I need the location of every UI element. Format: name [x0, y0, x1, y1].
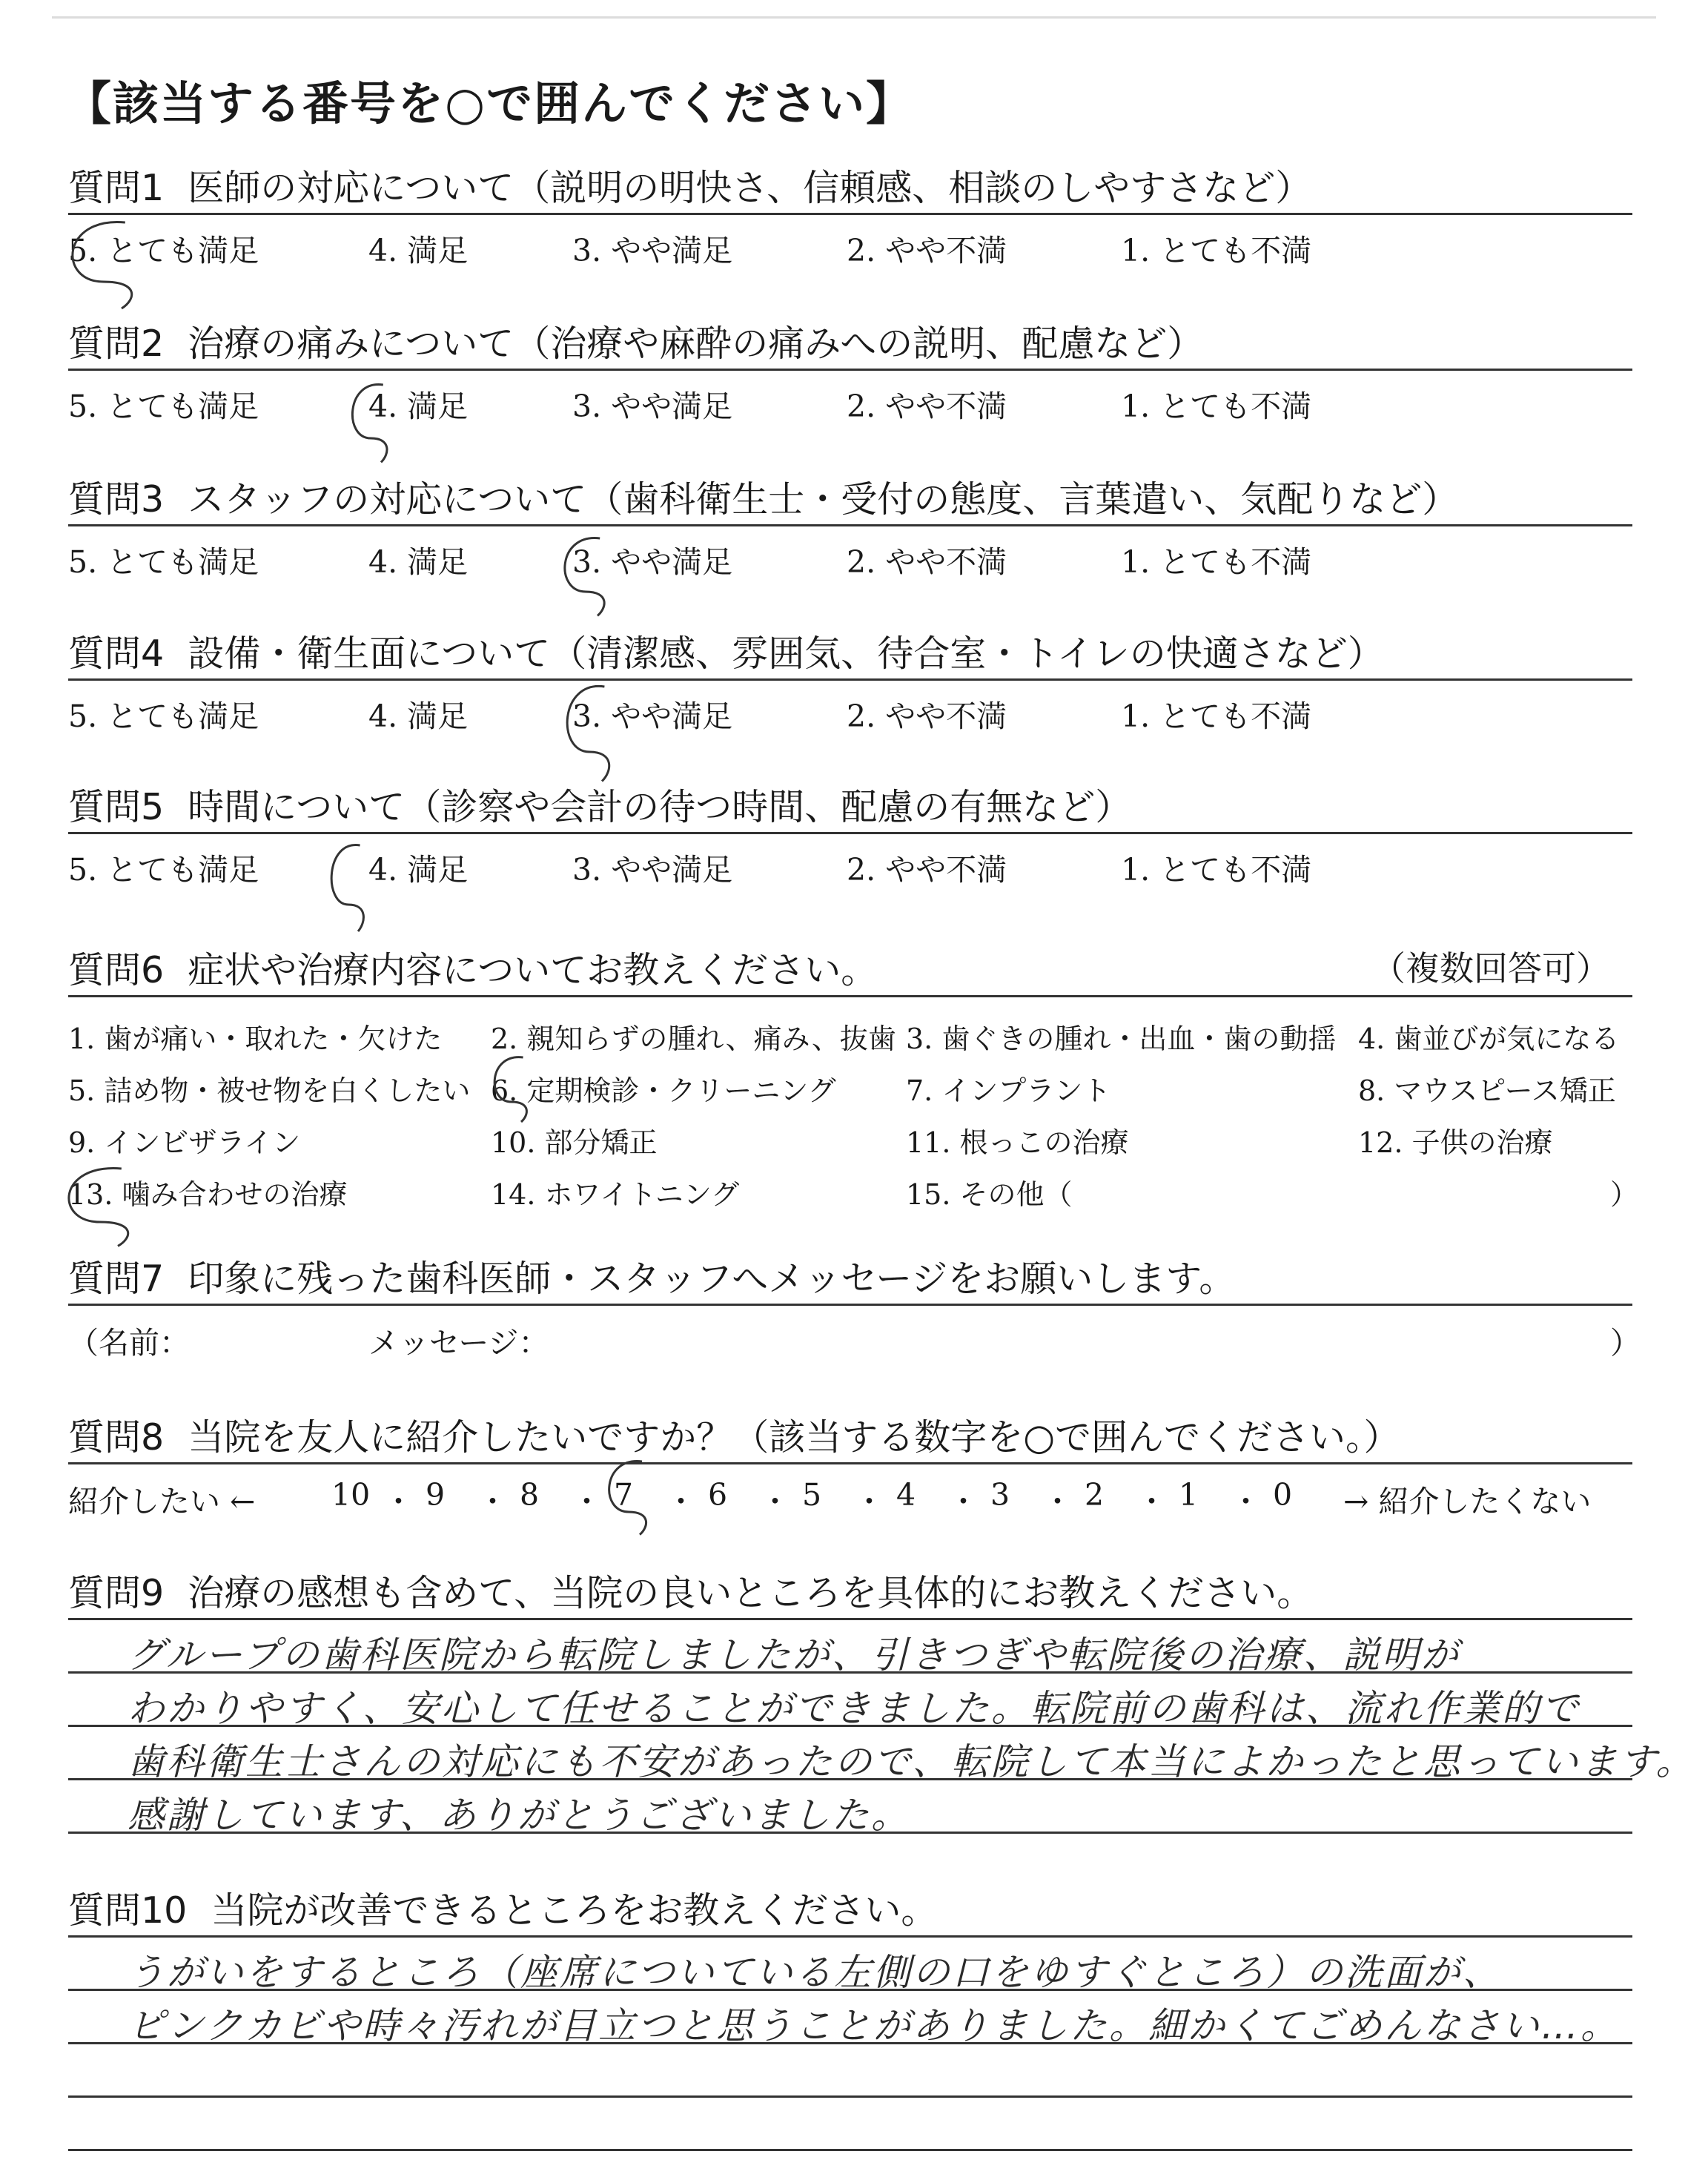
- scale-number[interactable]: 0: [1273, 1477, 1293, 1513]
- rating-option[interactable]: 1. とても不満: [1121, 544, 1312, 580]
- rating-option[interactable]: 2. やや不満: [847, 698, 1007, 734]
- question-title: 質問6 症状や治療内容についてお教えください。: [68, 949, 878, 991]
- underline: [68, 995, 1632, 997]
- treatment-option[interactable]: 15. その他（: [906, 1178, 1073, 1211]
- rating-option[interactable]: 5. とても満足: [68, 233, 259, 268]
- rating-option[interactable]: 4. 満足: [368, 389, 469, 424]
- treatment-option[interactable]: 13. 噛み合わせの治療: [68, 1178, 348, 1211]
- message-label: メッセージ：: [368, 1325, 549, 1361]
- question-title: 質問5 時間について（診察や会計の待つ時間、配慮の有無など）: [68, 786, 1132, 828]
- underline: [68, 524, 1632, 526]
- scale-right-label: → 紹介したくない: [1343, 1484, 1592, 1519]
- answer-line: [68, 2095, 1632, 2098]
- scale-number[interactable]: 7: [614, 1477, 634, 1513]
- treatment-option[interactable]: 1. 歯が痛い・取れた・欠けた: [68, 1023, 443, 1055]
- rating-option[interactable]: 4. 満足: [368, 698, 469, 734]
- question-title: 質問10 当院が改善できるところをお教えください。: [68, 1889, 938, 1932]
- rating-option[interactable]: 1. とても不満: [1121, 389, 1312, 424]
- scale-separator: ・: [948, 1484, 979, 1519]
- treatment-option[interactable]: 5. 詰め物・被せ物を白くしたい: [68, 1074, 471, 1107]
- rating-option[interactable]: 5. とても満足: [68, 852, 259, 888]
- underline: [68, 213, 1632, 215]
- rating-option[interactable]: 1. とても不満: [1121, 233, 1312, 268]
- rating-option[interactable]: 3. やや満足: [572, 389, 733, 424]
- circle-mark: [331, 845, 363, 931]
- rating-option[interactable]: 3. やや満足: [572, 698, 733, 734]
- scale-separator: ・: [572, 1484, 602, 1519]
- treatment-option[interactable]: 8. マウスピース矯正: [1358, 1074, 1616, 1107]
- rating-option[interactable]: 5. とても満足: [68, 389, 259, 424]
- rating-option[interactable]: 2. やや不満: [847, 389, 1007, 424]
- close-paren: ）: [1610, 1325, 1641, 1361]
- rating-option[interactable]: 4. 満足: [368, 233, 469, 268]
- underline: [68, 832, 1632, 834]
- handwritten-answer: 歯科衛生士さんの対応にも不安があったので、転院して本当によかったと思っています。: [128, 1740, 1695, 1783]
- treatment-option[interactable]: 12. 子供の治療: [1358, 1126, 1553, 1159]
- question-title: 質問1 医師の対応について（説明の明快さ、信頼感、相談のしやすさなど）: [68, 167, 1312, 209]
- question-title: 質問7 印象に残った歯科医師・スタッフへメッセージをお願いします。: [68, 1258, 1236, 1300]
- treatment-option[interactable]: 6. 定期検診・クリーニング: [491, 1074, 836, 1107]
- rating-option[interactable]: 4. 満足: [368, 544, 469, 580]
- question-title: 質問8 当院を友人に紹介したいですか？（該当する数字を○で囲んでください。）: [68, 1416, 1400, 1459]
- question-title: 質問9 治療の感想も含めて、当院の良いところを具体的にお教えください。: [68, 1572, 1314, 1614]
- rating-option[interactable]: 2. やや不満: [847, 852, 1007, 888]
- name-label: （名前：: [68, 1325, 190, 1361]
- underline: [68, 1618, 1632, 1620]
- rating-option[interactable]: 1. とても不満: [1121, 852, 1312, 888]
- treatment-option[interactable]: 10. 部分矯正: [491, 1126, 658, 1159]
- question-title: 質問4 設備・衛生面について（清潔感、雰囲気、待合室・トイレの快適さなど）: [68, 633, 1384, 675]
- scale-number[interactable]: 2: [1085, 1477, 1105, 1513]
- scale-number[interactable]: 1: [1179, 1477, 1199, 1513]
- scale-separator: ・: [1136, 1484, 1167, 1519]
- underline: [68, 678, 1632, 681]
- treatment-option[interactable]: 11. 根っこの治療: [906, 1126, 1129, 1159]
- treatment-option[interactable]: 9. インビザライン: [68, 1126, 301, 1159]
- scale-number[interactable]: 10: [331, 1477, 371, 1513]
- underline: [68, 1462, 1632, 1464]
- page-title: 【該当する番号を○で囲んでください】: [65, 76, 914, 131]
- treatment-option[interactable]: 4. 歯並びが気になる: [1358, 1023, 1620, 1055]
- rating-option[interactable]: 2. やや不満: [847, 544, 1007, 580]
- scale-separator: ・: [477, 1484, 508, 1519]
- treatment-option[interactable]: 14. ホワイトニング: [491, 1178, 740, 1211]
- treatment-option[interactable]: 7. インプラント: [906, 1074, 1111, 1107]
- underline: [68, 369, 1632, 371]
- rating-option[interactable]: 1. とても不満: [1121, 698, 1312, 734]
- scale-number[interactable]: 4: [896, 1477, 916, 1513]
- multiple-answer-note: （複数回答可）: [1371, 948, 1610, 988]
- scale-separator: ・: [1042, 1484, 1073, 1519]
- handwritten-answer: グループの歯科医院から転院しましたが、引きつぎや転院後の治療、説明が: [128, 1634, 1460, 1677]
- top-border: [52, 16, 1656, 19]
- rating-option[interactable]: 2. やや不満: [847, 233, 1007, 268]
- treatment-option[interactable]: 3. 歯ぐきの腫れ・出血・歯の動揺: [906, 1023, 1337, 1055]
- scale-left-label: 紹介したい ←: [68, 1484, 256, 1519]
- scale-separator: ・: [383, 1484, 414, 1519]
- scale-separator: ・: [666, 1484, 696, 1519]
- handwritten-answer: うがいをするところ（座席についている左側の口をゆすぐところ）の洗面が、: [128, 1951, 1502, 1994]
- scale-number[interactable]: 6: [708, 1477, 728, 1513]
- underline: [68, 1304, 1632, 1306]
- treatment-option: ）: [1610, 1178, 1639, 1211]
- rating-option[interactable]: 4. 満足: [368, 852, 469, 888]
- scale-number[interactable]: 8: [520, 1477, 540, 1513]
- handwritten-answer: ピンクカビや時々汚れが目立つと思うことがありました。細かくてごめんなさい…。: [128, 2004, 1620, 2047]
- handwritten-answer: わかりやすく、安心して任せることができました。転院前の歯科は、流れ作業的で: [128, 1687, 1580, 1730]
- handwritten-answer: 感謝しています、ありがとうございました。: [128, 1794, 910, 1837]
- rating-option[interactable]: 3. やや満足: [572, 852, 733, 888]
- rating-option[interactable]: 3. やや満足: [572, 544, 733, 580]
- rating-option[interactable]: 5. とても満足: [68, 544, 259, 580]
- scale-separator: ・: [1231, 1484, 1261, 1519]
- question-title: 質問2 治療の痛みについて（治療や麻酔の痛みへの説明、配慮など）: [68, 323, 1204, 365]
- scale-number[interactable]: 5: [802, 1477, 822, 1513]
- treatment-option[interactable]: 2. 親知らずの腫れ、痛み、抜歯: [491, 1023, 896, 1055]
- scale-number[interactable]: 9: [426, 1477, 446, 1513]
- rating-option[interactable]: 5. とても満足: [68, 698, 259, 734]
- scale-separator: ・: [854, 1484, 884, 1519]
- question-title: 質問3 スタッフの対応について（歯科衛生士・受付の態度、言葉遣い、気配りなど）: [68, 478, 1459, 521]
- underline: [68, 1935, 1632, 1938]
- scale-number[interactable]: 3: [990, 1477, 1010, 1513]
- rating-option[interactable]: 3. やや満足: [572, 233, 733, 268]
- scale-separator: ・: [760, 1484, 790, 1519]
- answer-line: [68, 2149, 1632, 2151]
